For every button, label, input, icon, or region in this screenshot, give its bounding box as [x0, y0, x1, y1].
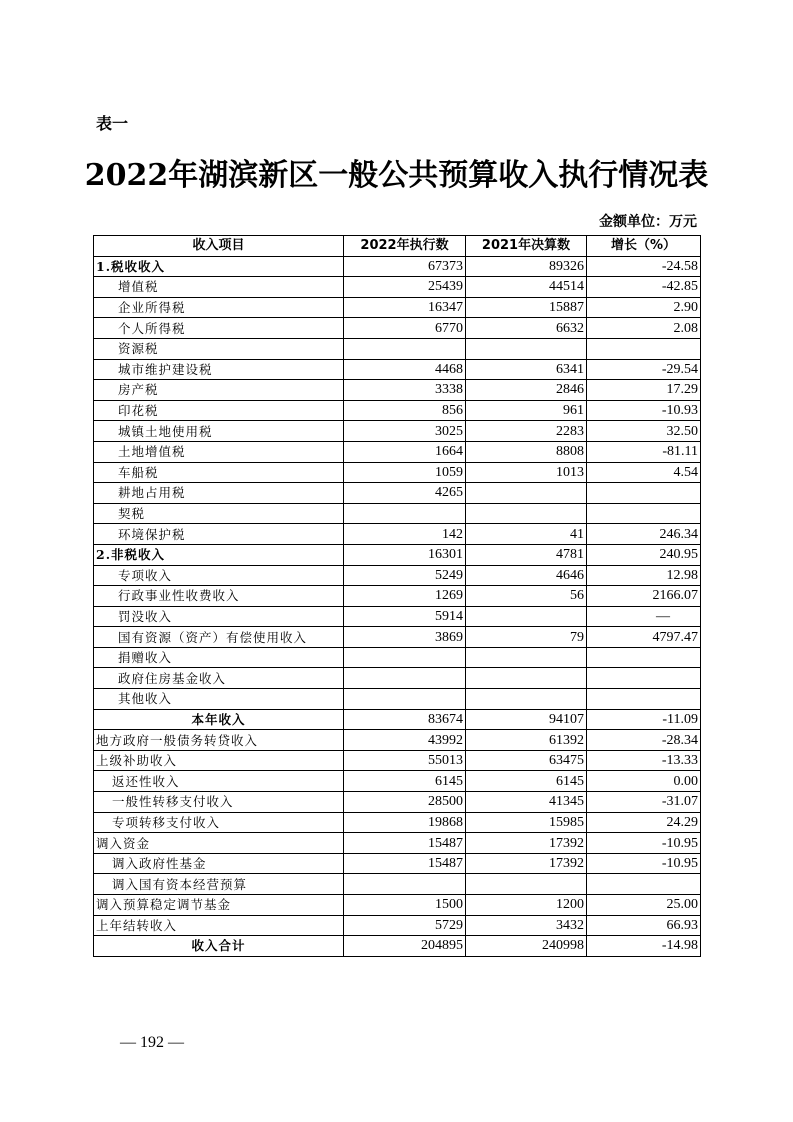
row-value-2022: 15487	[344, 853, 466, 874]
table-row	[94, 812, 701, 833]
row-value-2021: 6632	[466, 318, 587, 339]
row-item-name: 行政事业性收费收入	[94, 586, 344, 607]
row-value-2022: 43992	[344, 730, 466, 751]
row-value-2022	[344, 874, 466, 895]
row-item-name: 调入政府性基金	[94, 853, 344, 874]
row-value-2021: 4646	[466, 565, 587, 586]
row-item-name: 资源税	[94, 338, 344, 359]
row-value-2021: 61392	[466, 730, 587, 751]
table-header-row	[94, 236, 701, 257]
row-item-name: 其他收入	[94, 689, 344, 710]
row-value-2022: 1269	[344, 586, 466, 607]
row-value-2021: 240998	[466, 936, 587, 957]
table-row	[94, 380, 701, 401]
row-item-name: 企业所得税	[94, 297, 344, 318]
row-growth: -31.07	[587, 792, 701, 813]
row-value-2022: 6770	[344, 318, 466, 339]
row-item-name: 城镇土地使用税	[94, 421, 344, 442]
row-growth: -10.93	[587, 400, 701, 421]
table-row	[94, 462, 701, 483]
row-value-2022: 204895	[344, 936, 466, 957]
row-value-2021	[466, 668, 587, 689]
row-value-2021: 6145	[466, 771, 587, 792]
row-value-2021: 41345	[466, 792, 587, 813]
unit-note: 金额单位：万元	[599, 214, 697, 230]
row-growth: —	[587, 606, 701, 627]
row-value-2022	[344, 647, 466, 668]
table-row	[94, 503, 701, 524]
table-row	[94, 750, 701, 771]
row-item-name: 房产税	[94, 380, 344, 401]
table-row	[94, 792, 701, 813]
row-value-2022: 28500	[344, 792, 466, 813]
row-value-2022	[344, 668, 466, 689]
table-row	[94, 359, 701, 380]
row-growth: -42.85	[587, 277, 701, 298]
row-value-2021	[466, 689, 587, 710]
row-item-name: 收入合计	[94, 936, 344, 957]
row-value-2022: 5729	[344, 915, 466, 936]
row-growth	[587, 647, 701, 668]
row-value-2022	[344, 689, 466, 710]
table-row	[94, 895, 701, 916]
row-growth: -81.11	[587, 441, 701, 462]
row-value-2021: 4781	[466, 544, 587, 565]
row-growth: -28.34	[587, 730, 701, 751]
row-value-2022: 3338	[344, 380, 466, 401]
row-item-name: 上年结转收入	[94, 915, 344, 936]
row-item-name: 国有资源（资产）有偿使用收入	[94, 627, 344, 648]
row-item-name: 耕地占用税	[94, 483, 344, 504]
row-value-2022	[344, 338, 466, 359]
row-value-2022: 16347	[344, 297, 466, 318]
row-value-2022: 1500	[344, 895, 466, 916]
row-value-2022: 83674	[344, 709, 466, 730]
row-value-2021: 2283	[466, 421, 587, 442]
row-growth: 66.93	[587, 915, 701, 936]
row-item-name: 地方政府一般债务转贷收入	[94, 730, 344, 751]
row-item-name: 调入国有资本经营预算	[94, 874, 344, 895]
table-row	[94, 400, 701, 421]
row-growth: 2166.07	[587, 586, 701, 607]
row-value-2021: 63475	[466, 750, 587, 771]
row-value-2021: 94107	[466, 709, 587, 730]
row-value-2022: 4468	[344, 359, 466, 380]
table-row	[94, 647, 701, 668]
row-growth: 4.54	[587, 462, 701, 483]
row-value-2022: 142	[344, 524, 466, 545]
row-item-name: 调入预算稳定调节基金	[94, 895, 344, 916]
row-item-name: 专项转移支付收入	[94, 812, 344, 833]
row-item-name: 土地增值税	[94, 441, 344, 462]
page-title: 2022年湖滨新区一般公共预算收入执行情况表	[84, 158, 709, 193]
row-value-2022: 19868	[344, 812, 466, 833]
row-value-2022: 16301	[344, 544, 466, 565]
row-growth: 4797.47	[587, 627, 701, 648]
table-row	[94, 544, 701, 565]
row-item-name: 增值税	[94, 277, 344, 298]
table-row	[94, 771, 701, 792]
row-growth: -14.98	[587, 936, 701, 957]
table-row	[94, 668, 701, 689]
row-item-name: 政府住房基金收入	[94, 668, 344, 689]
row-growth: 24.29	[587, 812, 701, 833]
row-value-2022: 67373	[344, 256, 466, 277]
row-value-2021: 56	[466, 586, 587, 607]
row-item-name: 罚没收入	[94, 606, 344, 627]
row-value-2021: 6341	[466, 359, 587, 380]
row-value-2022: 25439	[344, 277, 466, 298]
table-row	[94, 483, 701, 504]
row-item-name: 契税	[94, 503, 344, 524]
col-header-2021: 2021年决算数	[466, 236, 587, 257]
row-value-2021	[466, 483, 587, 504]
row-value-2021	[466, 503, 587, 524]
table-row	[94, 277, 701, 298]
row-value-2021: 41	[466, 524, 587, 545]
row-value-2022: 5914	[344, 606, 466, 627]
row-value-2022: 3869	[344, 627, 466, 648]
table-row	[94, 606, 701, 627]
row-growth: -11.09	[587, 709, 701, 730]
table-row	[94, 915, 701, 936]
row-value-2021: 8808	[466, 441, 587, 462]
row-value-2021: 44514	[466, 277, 587, 298]
row-growth	[587, 668, 701, 689]
row-value-2022: 856	[344, 400, 466, 421]
row-growth: 0.00	[587, 771, 701, 792]
row-item-name: 专项收入	[94, 565, 344, 586]
row-value-2022: 15487	[344, 833, 466, 854]
table-row	[94, 586, 701, 607]
row-growth	[587, 874, 701, 895]
row-value-2021: 2846	[466, 380, 587, 401]
page-number: — 192 —	[120, 1034, 184, 1051]
table-row	[94, 441, 701, 462]
row-item-name: 1.税收收入	[94, 256, 344, 277]
row-growth	[587, 483, 701, 504]
row-value-2021: 1200	[466, 895, 587, 916]
row-value-2021	[466, 338, 587, 359]
table-body	[94, 256, 701, 956]
table-row	[94, 689, 701, 710]
table-row	[94, 936, 701, 957]
row-growth	[587, 689, 701, 710]
row-growth: 246.34	[587, 524, 701, 545]
table-row	[94, 565, 701, 586]
row-value-2022: 1664	[344, 441, 466, 462]
row-item-name: 车船税	[94, 462, 344, 483]
row-value-2021: 89326	[466, 256, 587, 277]
table-row	[94, 627, 701, 648]
table-row	[94, 874, 701, 895]
row-item-name: 2.非税收入	[94, 544, 344, 565]
row-value-2021: 15985	[466, 812, 587, 833]
row-value-2022: 5249	[344, 565, 466, 586]
row-value-2022	[344, 503, 466, 524]
row-growth	[587, 503, 701, 524]
row-value-2021	[466, 606, 587, 627]
table-row	[94, 256, 701, 277]
row-growth: 2.08	[587, 318, 701, 339]
row-value-2021: 1013	[466, 462, 587, 483]
table-row	[94, 318, 701, 339]
row-item-name: 城市维护建设税	[94, 359, 344, 380]
table-row	[94, 297, 701, 318]
row-value-2021: 17392	[466, 833, 587, 854]
col-header-growth: 增长（%）	[587, 236, 701, 257]
row-value-2021: 17392	[466, 853, 587, 874]
table-row	[94, 421, 701, 442]
table-row	[94, 853, 701, 874]
row-growth: 32.50	[587, 421, 701, 442]
row-growth: -10.95	[587, 853, 701, 874]
row-growth: 12.98	[587, 565, 701, 586]
row-growth: -13.33	[587, 750, 701, 771]
table-row	[94, 833, 701, 854]
row-growth: 2.90	[587, 297, 701, 318]
row-growth: 25.00	[587, 895, 701, 916]
row-value-2022: 1059	[344, 462, 466, 483]
row-item-name: 捐赠收入	[94, 647, 344, 668]
row-item-name: 调入资金	[94, 833, 344, 854]
row-value-2021	[466, 874, 587, 895]
row-value-2022: 3025	[344, 421, 466, 442]
row-item-name: 印花税	[94, 400, 344, 421]
table-label: 表一	[96, 114, 129, 133]
row-growth: -29.54	[587, 359, 701, 380]
col-header-2022: 2022年执行数	[344, 236, 466, 257]
row-item-name: 个人所得税	[94, 318, 344, 339]
row-item-name: 上级补助收入	[94, 750, 344, 771]
row-item-name: 返还性收入	[94, 771, 344, 792]
row-item-name: 本年收入	[94, 709, 344, 730]
row-value-2021: 961	[466, 400, 587, 421]
budget-table	[93, 235, 701, 957]
row-growth: 17.29	[587, 380, 701, 401]
row-item-name: 一般性转移支付收入	[94, 792, 344, 813]
row-value-2022: 4265	[344, 483, 466, 504]
row-growth	[587, 338, 701, 359]
row-item-name: 环境保护税	[94, 524, 344, 545]
table-row	[94, 338, 701, 359]
row-value-2021: 3432	[466, 915, 587, 936]
table-row	[94, 524, 701, 545]
row-value-2021	[466, 647, 587, 668]
row-growth: 240.95	[587, 544, 701, 565]
table-row	[94, 730, 701, 751]
row-value-2021: 15887	[466, 297, 587, 318]
row-growth: -24.58	[587, 256, 701, 277]
row-value-2021: 79	[466, 627, 587, 648]
row-value-2022: 55013	[344, 750, 466, 771]
row-value-2022: 6145	[344, 771, 466, 792]
col-header-item: 收入项目	[94, 236, 344, 257]
row-growth: -10.95	[587, 833, 701, 854]
table-row	[94, 709, 701, 730]
